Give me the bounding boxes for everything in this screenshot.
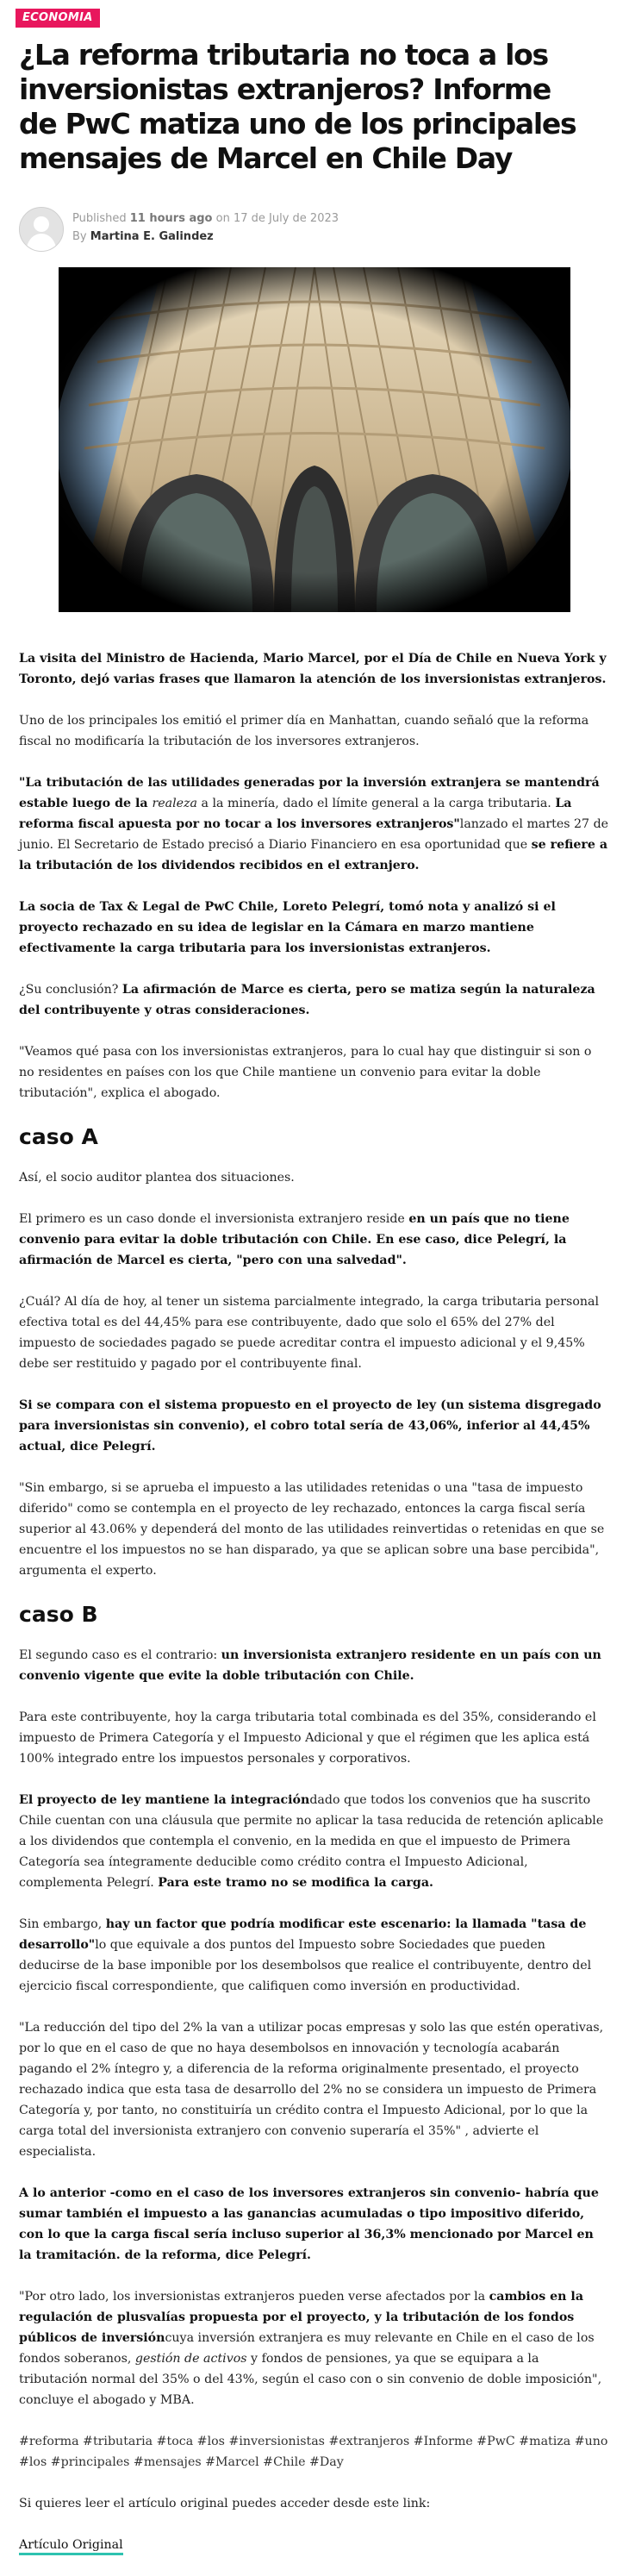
relative-time: 11 hours ago xyxy=(129,212,213,225)
paragraph xyxy=(19,2286,610,2410)
text-span: La reforma fiscal apuesta por no tocar a los inversores extranjeros" xyxy=(19,797,572,831)
paragraph xyxy=(19,1209,610,1271)
category-badge[interactable]: ECONOMIA xyxy=(16,9,100,28)
article-body xyxy=(19,648,610,2576)
building-fisheye-photo xyxy=(59,267,570,612)
paragraph xyxy=(19,1790,610,1893)
section-heading: caso B xyxy=(19,1602,98,1627)
text-span: ¿Su conclusión? xyxy=(19,983,122,997)
text-span: realeza xyxy=(152,797,198,810)
paragraph: Así, el socio auditor plantea dos situaciones. xyxy=(19,1171,295,1185)
source-prompt: Si quieres leer el artículo original puedes acceder desde este link: xyxy=(19,2497,431,2510)
paragraph xyxy=(19,1645,610,1686)
by-label: By xyxy=(72,230,87,243)
paragraph: Uno de los principales los emitió el primer día en Manhattan, cuando señaló que la reforma fiscal no modificaría la tributación de los inversores extranjeros. xyxy=(19,714,589,748)
publish-date: 17 de July de 2023 xyxy=(233,212,339,225)
text-span: cuya inversión extranjera es muy relevante en Chile en el caso de los fondos soberanos, xyxy=(19,2331,595,2366)
text-span: Sin embargo, xyxy=(19,1917,106,1931)
author-avatar-icon[interactable] xyxy=(19,207,64,252)
text-span: en un país que no tiene convenio para evitar la doble tributación con Chile. En ese caso, dice Pelegrí, la afirmación de Marcel es cierta, "pero con una salvedad". xyxy=(19,1212,570,1267)
text-span: y fondos de pensiones, ya que se equipara a la tributación normal del 35% o del 43%, según el caso con o sin convenio de doble imposición", concluye el abogado y MBA. xyxy=(19,2352,602,2407)
article-headline: ¿La reforma tributaria no toca a los inversionistas extranjeros? Informe de PwC matiza uno de los principales mensajes de Marcel en Chile Day xyxy=(19,38,576,175)
paragraph: Si se compara con el sistema propuesto en el proyecto de ley (un sistema disgregado para inversionistas sin convenio), el cobro total sería de 43,06%, inferior al 44,45% actual, dice Pelegrí. xyxy=(19,1398,601,1454)
text-span: "Por otro lado, los inversionistas extranjeros pueden verse afectados por la xyxy=(19,2290,489,2304)
paragraph: La visita del Ministro de Hacienda, Mario Marcel, por el Día de Chile en Nueva York y Toronto, dejó varias frases que llamaron la atención de los inversionistas extranjeros. xyxy=(19,652,607,686)
paragraph: A lo anterior -como en el caso de los inversores extranjeros sin convenio- habría que sumar también el impuesto a las ganancias acumuladas o tipo impositivo diferido, con lo que la carga fiscal sería incluso superior al 36,3% mencionado por Marcel en la tramitación. de la reforma, dice Pelegrí. xyxy=(19,2186,599,2262)
author-link[interactable]: Martina E. Galindez xyxy=(90,230,214,243)
paragraph: Para este contribuyente, hoy la carga tributaria total combinada es del 35%, considerando el impuesto de Primera Categoría y el Impuesto Adicional y que el régimen que les aplica está 100% integrado entre los impuestos personales y corporativos. xyxy=(19,1710,596,1766)
text-span: Para este tramo no se modifica la carga. xyxy=(158,1876,433,1890)
published-label: Published xyxy=(72,212,127,225)
text-span: hay un factor que podría modificar este escenario: la llamada "tasa de desarrollo" xyxy=(19,1917,587,1952)
hashtag-list: #reforma #tributaria #toca #los #inversionistas #extranjeros #Informe #PwC #matiza #uno #los #principales #mensajes #Marcel #Chile #Day xyxy=(19,2435,608,2469)
paragraph: ¿Cuál? Al día de hoy, al tener un sistema parcialmente integrado, la carga tributaria personal efectiva total es del 44,45% para ese contribuyente, dado que solo el 65% del 27% del impuesto de sociedades pagado se puede acreditar contra el impuesto adicional y el 9,45% debe ser restituido y pagado por el contribuyente final. xyxy=(19,1295,600,1371)
text-span: un inversionista extranjero residente en un país con un convenio vigente que evite la doble tributación con Chile. xyxy=(19,1648,601,1683)
article-meta xyxy=(19,207,613,250)
text-span: lanzado el martes 27 de junio. El Secretario de Estado precisó a Diario Financiero en esa oportunidad que xyxy=(19,817,609,852)
paragraph: "La reducción del tipo del 2% la van a utilizar pocas empresas y solo las que estén operativas, por lo que en el caso de que no haya desembolsos en innovación y tecnología acabarán pagando el 2% íntegro y, a diferencia de la reforma originalmente presentado, el proyecto rechazado indica que esta tasa de desarrollo del 2% no se considera un impuesto de Primera Categoría y, por tanto, no constituiría un crédito contra el Impuesto Adicional, por lo que la carga total del inversionista extranjero con convenio superaría el 35%" , advierte el especialista. xyxy=(19,2021,604,2159)
text-span: se refiere a la tributación de los dividendos recibidos en el extranjero. xyxy=(19,838,608,872)
text-span: "La tributación de las utilidades generadas por la inversión extranjera se mantendrá estable luego de la xyxy=(19,776,600,810)
on-label: on xyxy=(215,212,230,225)
paragraph xyxy=(19,1914,610,1997)
byline xyxy=(72,230,214,243)
text-span: La afirmación de Marce es cierta, pero se matiza según la naturaleza del contribuyente y otras consideraciones. xyxy=(19,983,595,1017)
hero-image xyxy=(59,267,570,612)
text-span: a la minería, dado el límite general a la carga tributaria. xyxy=(197,797,556,810)
paragraph: "Veamos qué pasa con los inversionistas extranjeros, para lo cual hay que distinguir si son o no residentes en países con los que Chile mantiene un convenio para evitar la doble tributación", explica el abogado. xyxy=(19,1045,592,1100)
paragraph xyxy=(19,772,610,876)
text-span: cambios en la regulación de plusvalías propuesta por el proyecto, y la tributación de los fondos públicos de inversión xyxy=(19,2290,584,2345)
text-span: El segundo caso es el contrario: xyxy=(19,1648,221,1662)
paragraph xyxy=(19,979,610,1021)
publish-info xyxy=(72,212,339,225)
text-span: El proyecto de ley mantiene la integración xyxy=(19,1793,310,1807)
text-span: El primero es un caso donde el inversionista extranjero reside xyxy=(19,1212,409,1226)
text-span: dado que todos los convenios que ha suscrito Chile cuentan con una cláusula que permite no aplicar la tasa reducida de retención aplicable a los dividendos que contempla el convenio, en la medida en que el impuesto de Primera Categoría sea íntegramente deducible como crédito contra el Impuesto Adicional, complementa Pelegrí. xyxy=(19,1793,604,1890)
paragraph: "Sin embargo, si se aprueba el impuesto a las utilidades retenidas o una "tasa de impuesto diferido" como se contempla en el proyecto de ley rechazado, entonces la carga fiscal sería superior al 43.06% y dependerá del monto de las utilidades reinvertidas o retenidas en que se encuentre el los impuestos no se han disparado, ya que se aplican sobre una base percibida", argumenta el experto. xyxy=(19,1481,605,1578)
section-heading: caso A xyxy=(19,1124,98,1149)
text-span: lo que equivale a dos puntos del Impuesto sobre Sociedades que pueden deducirse de la base imponible por los desembolsos que realice el contribuyente, dentro del ejercicio fiscal correspondiente, que califiquen como inversión en productividad. xyxy=(19,1938,592,1993)
text-span: gestión de activos xyxy=(134,2352,247,2366)
source-link-row xyxy=(19,2535,610,2555)
paragraph: La socia de Tax & Legal de PwC Chile, Loreto Pelegrí, tomó nota y analizó si el proyecto rechazado en su idea de legislar en la Cámara en marzo mantiene efectivamente la carga tributaria para los inversionistas extranjeros. xyxy=(19,900,556,955)
original-article-link[interactable]: Artículo Original xyxy=(19,2538,123,2555)
